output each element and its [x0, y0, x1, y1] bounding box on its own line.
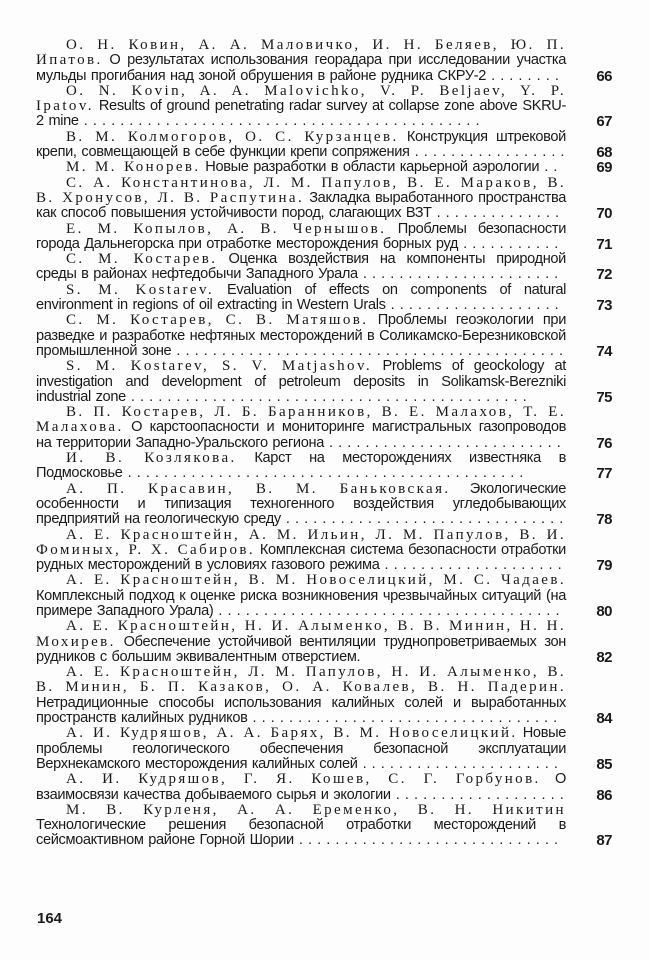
entry-authors: М. В. Курленя, А. А. Еременко, В. Н. Никитин — [66, 801, 566, 818]
toc-entry — [36, 130, 614, 161]
entry-authors: А. Е. Красноштейн, В. М. Новоселицкий, М. С. Чадаев. — [66, 572, 566, 589]
entry-title: Комплексный подход к оценке риска возникновения чрезвычайных ситуаций (на примере Западного Урала) — [36, 587, 566, 619]
toc-entry — [36, 482, 614, 528]
dot-leader: . . — [539, 159, 558, 176]
dot-leader: . . . . . . . . . . . . . . . . . . . . . . . . . . . . . — [293, 832, 558, 849]
entry-authors: С. М. Костарев, С. В. Матяшов. — [66, 312, 369, 329]
dot-leader: . . . . . . . . — [486, 67, 559, 84]
dot-leader: . . . . . . . . . . . . . . . . . . . . . . . . . . . . . . . . . . . . . . . . . . . . — [122, 465, 524, 482]
table-of-contents — [36, 38, 614, 849]
entry-text — [36, 222, 566, 253]
entry-authors: В. М. Колмогоров, О. С. Курзанцев. — [66, 128, 399, 145]
entry-title: Новые проблемы геологического обеспечения безопасной эксплуатации Верхнекамского месторождения калийных солей — [36, 725, 566, 772]
toc-entry — [36, 803, 614, 849]
entry-text — [36, 726, 566, 772]
entry-page-number: 86 — [596, 786, 612, 804]
toc-entry — [36, 176, 614, 222]
dot-leader: . . . . . . . . . . . . . . . . . . . . — [379, 557, 562, 574]
entry-title: Карст на месторождениях известняка в Подмосковье — [36, 450, 566, 482]
toc-entry — [36, 772, 614, 803]
dot-leader: . . . . . . . . . . . . . . . . . . . . . . . . . . . . . . . . . . . . . . — [213, 602, 560, 619]
entry-text — [36, 528, 566, 574]
entry-text — [36, 176, 566, 222]
entry-page-number: 80 — [596, 602, 612, 620]
toc-entry — [36, 84, 614, 130]
entry-title: Нетрадиционные способы использования калийных солей и выработанных пространств калийных рудников — [36, 694, 566, 727]
entry-title: О взаимосвязи качества добываемого сырья и экологии — [36, 771, 566, 803]
entry-page-number: 77 — [596, 465, 612, 483]
toc-entry — [36, 726, 614, 772]
entry-authors: S. M. Kostarev. — [66, 281, 215, 298]
entry-title: О карстоопасности и мониторинге магистральных газопроводов на территории Западно-Уральского региона — [36, 419, 566, 451]
dot-leader: . . . . . . . . . . . . . . . . . . . . . . . . . . . . . . . . . . — [247, 710, 558, 727]
entry-text — [36, 482, 566, 528]
toc-entry — [36, 451, 614, 482]
entry-authors: О. Н. Ковин, А. А. Маловичко, И. Н. Беляев, Ю. П. Ипатов. — [36, 37, 566, 69]
entry-authors: S. M. Kostarev, S. V. Matjashov. — [66, 358, 373, 375]
dot-leader: . . . . . . . . . . . . . . . . . . . . . . . . . . . . . . . . . . . . . . . . . . . . — [78, 113, 480, 130]
entry-page-number: 71 — [596, 235, 612, 253]
entry-text — [36, 38, 566, 84]
dot-leader: . . . . . . . . . . . . . . . . . — [409, 144, 565, 161]
toc-entry — [36, 619, 614, 665]
entry-page-number: 75 — [596, 388, 612, 406]
entry-text — [36, 130, 566, 161]
toc-entry — [36, 313, 614, 359]
entry-authors: С. М. Костарев. — [66, 251, 218, 268]
toc-entry — [36, 573, 614, 619]
entry-text — [36, 665, 566, 726]
entry-text — [36, 803, 566, 849]
dot-leader: . . . . . . . . . . . . . . . . . . . . . . — [357, 266, 559, 283]
entry-text — [36, 573, 566, 619]
entry-title: Results of ground penetrating radar survey at collapse zone above SKRU-2 mine — [36, 98, 566, 130]
entry-authors: И. В. Козлякова. — [66, 450, 237, 467]
dot-leader: . . . . . . . . . . . . . . . . . . . . . . — [357, 755, 558, 772]
entry-page-number: 76 — [596, 434, 612, 452]
toc-entry — [36, 252, 614, 283]
entry-text — [36, 359, 566, 405]
entry-page-number: 72 — [596, 266, 612, 284]
entry-page-number: 73 — [596, 297, 612, 315]
entry-text — [36, 619, 566, 665]
entry-authors: А. П. Красавин, В. М. Баньковская. — [66, 480, 451, 497]
toc-entry — [36, 160, 614, 175]
toc-entry — [36, 405, 614, 451]
entry-authors: А. Е. Красноштейн, Н. И. Алыменко, В. В. Минин, Н. Н. Мохирев. — [36, 618, 566, 650]
entry-authors: А. И. Кудряшов, Г. Я. Кошев, С. Г. Горбунов. — [66, 771, 541, 788]
dot-leader: . . . . . . . . . . . — [458, 235, 559, 252]
entry-page-number: 74 — [596, 342, 612, 360]
entry-title: Обеспечение устойчивой вентиляции труднопроветриваемых зон рудников с большим эквивалентным отверстием. — [36, 633, 566, 665]
entry-authors: М. М. Конорев. — [66, 159, 201, 176]
entry-page-number: 68 — [596, 144, 612, 162]
entry-page-number: 82 — [596, 648, 612, 666]
entry-title: О результатах использования георадара при исследовании участка мульды прогибания над зоной обрушения в районе рудника СКРУ-2 — [36, 52, 566, 84]
dot-leader: . . . . . . . . . . . . . . . . . . . . . . . . . . . . . . . . . . . . . . . . . . . — [171, 342, 564, 359]
entry-page-number: 67 — [596, 113, 612, 131]
entry-page-number: 66 — [596, 67, 612, 85]
entry-page-number: 85 — [596, 755, 612, 773]
entry-page-number: 70 — [596, 205, 612, 223]
entry-title: Проблемы безопасности города Дальнегорска при отработке месторождения борных руд — [36, 220, 566, 252]
entry-text — [36, 84, 566, 130]
entry-title: Экологические особенности и типизация техногенного воздействия угледобывающих предприятий на геологическую среду — [36, 480, 567, 528]
entry-title: Новые разработки в области карьерной аэрологии — [200, 159, 540, 176]
dot-leader: . . . . . . . . . . . . . . — [431, 205, 560, 222]
dot-leader: . . . . . . . . . . . . . . . . . . . — [390, 786, 564, 803]
entry-page-number: 84 — [596, 710, 612, 728]
entry-title: Закладка выработанного пространства как способ повышения устойчивости пород, слагающих ВЗТ — [36, 189, 566, 222]
entry-authors: В. П. Костарев, Л. Б. Баранников, В. Е. Малахов, Т. Е. Малахова. — [36, 404, 566, 436]
toc-entry — [36, 283, 614, 314]
entry-authors: А. Е. Красноштейн, Л. М. Папулов, Н. И. Алыменко, В. В. Минин, Б. П. Казаков, О. А. Ковалев, В. Н. Падерин. — [36, 664, 566, 696]
dot-leader: . . . . . . . . . . . . . . . . . . . . . . . . . . . . . . . — [280, 511, 564, 528]
entry-text — [36, 313, 566, 359]
entry-page-number: 79 — [596, 557, 612, 575]
entry-title: Проблемы геоэкологии при разведке и разработке нефтяных месторождений в Соликамско-Березниковской промышленной зоне — [36, 312, 566, 359]
toc-entry — [36, 359, 614, 405]
entry-title: Оценка воздействия на компоненты природной среды в районах нефтедобычи Западного Урала — [36, 251, 566, 283]
dot-leader: . . . . . . . . . . . . . . . . . . . — [385, 297, 559, 314]
entry-text — [36, 772, 566, 803]
entry-text — [36, 405, 566, 451]
toc-entry — [36, 222, 614, 253]
toc-entry — [36, 528, 614, 574]
entry-title: Problems of geockology at investigation and development of petroleum deposits in Solikamsk-Berezniki industrial zone — [36, 358, 566, 405]
entry-page-number: 78 — [596, 511, 612, 529]
entry-title: Конструкция штрековой крепи, совмещающей в себе функции крепи сопряжения — [36, 128, 566, 161]
entry-text — [36, 283, 566, 314]
dot-leader: . . . . . . . . . . . . . . . . . . . . . . . . . . — [323, 434, 561, 451]
toc-entry — [36, 665, 614, 726]
entry-page-number: 87 — [596, 832, 612, 850]
entry-text — [36, 252, 566, 283]
entry-authors: O. N. Kovin, A. A. Malovichko, V. P. Beljaev, Y. P. Ipatov. — [36, 82, 566, 115]
toc-entry — [36, 38, 614, 84]
page-number-folio: 164 — [37, 910, 63, 927]
dot-leader: . . . . . . . . . . . . . . . . . . . . . . . . . . . . . . . . . . . . . . . . . . . . — [125, 388, 527, 405]
entry-authors: С. А. Константинова, Л. М. Папулов, В. Е. Мараков, В. В. Хронусов, Л. В. Распутина. — [36, 174, 566, 206]
entry-authors: А. Е. Красноштейн, А. М. Ильин, Л. М. Папулов, В. И. Фоминых, Р. Х. Сабиров. — [36, 526, 566, 558]
entry-title: Evaluation of effects on components of natural environment in regions of oil extracting in Western Urals — [36, 281, 567, 314]
entry-page-number: 69 — [596, 159, 612, 177]
entry-text — [36, 451, 566, 482]
entry-title: Технологические решения безопасной отработки месторождений в сейсмоактивном районе Горной Шории — [36, 817, 566, 849]
entry-authors: А. И. Кудряшов, А. А. Барях, В. М. Новоселицкий. — [66, 725, 518, 742]
entry-text — [36, 160, 566, 175]
entry-authors: Е. М. Копылов, А. В. Чернышов. — [66, 220, 387, 237]
entry-title: Комплексная система безопасности отработки рудных месторождений в условиях газового режима — [36, 541, 566, 574]
